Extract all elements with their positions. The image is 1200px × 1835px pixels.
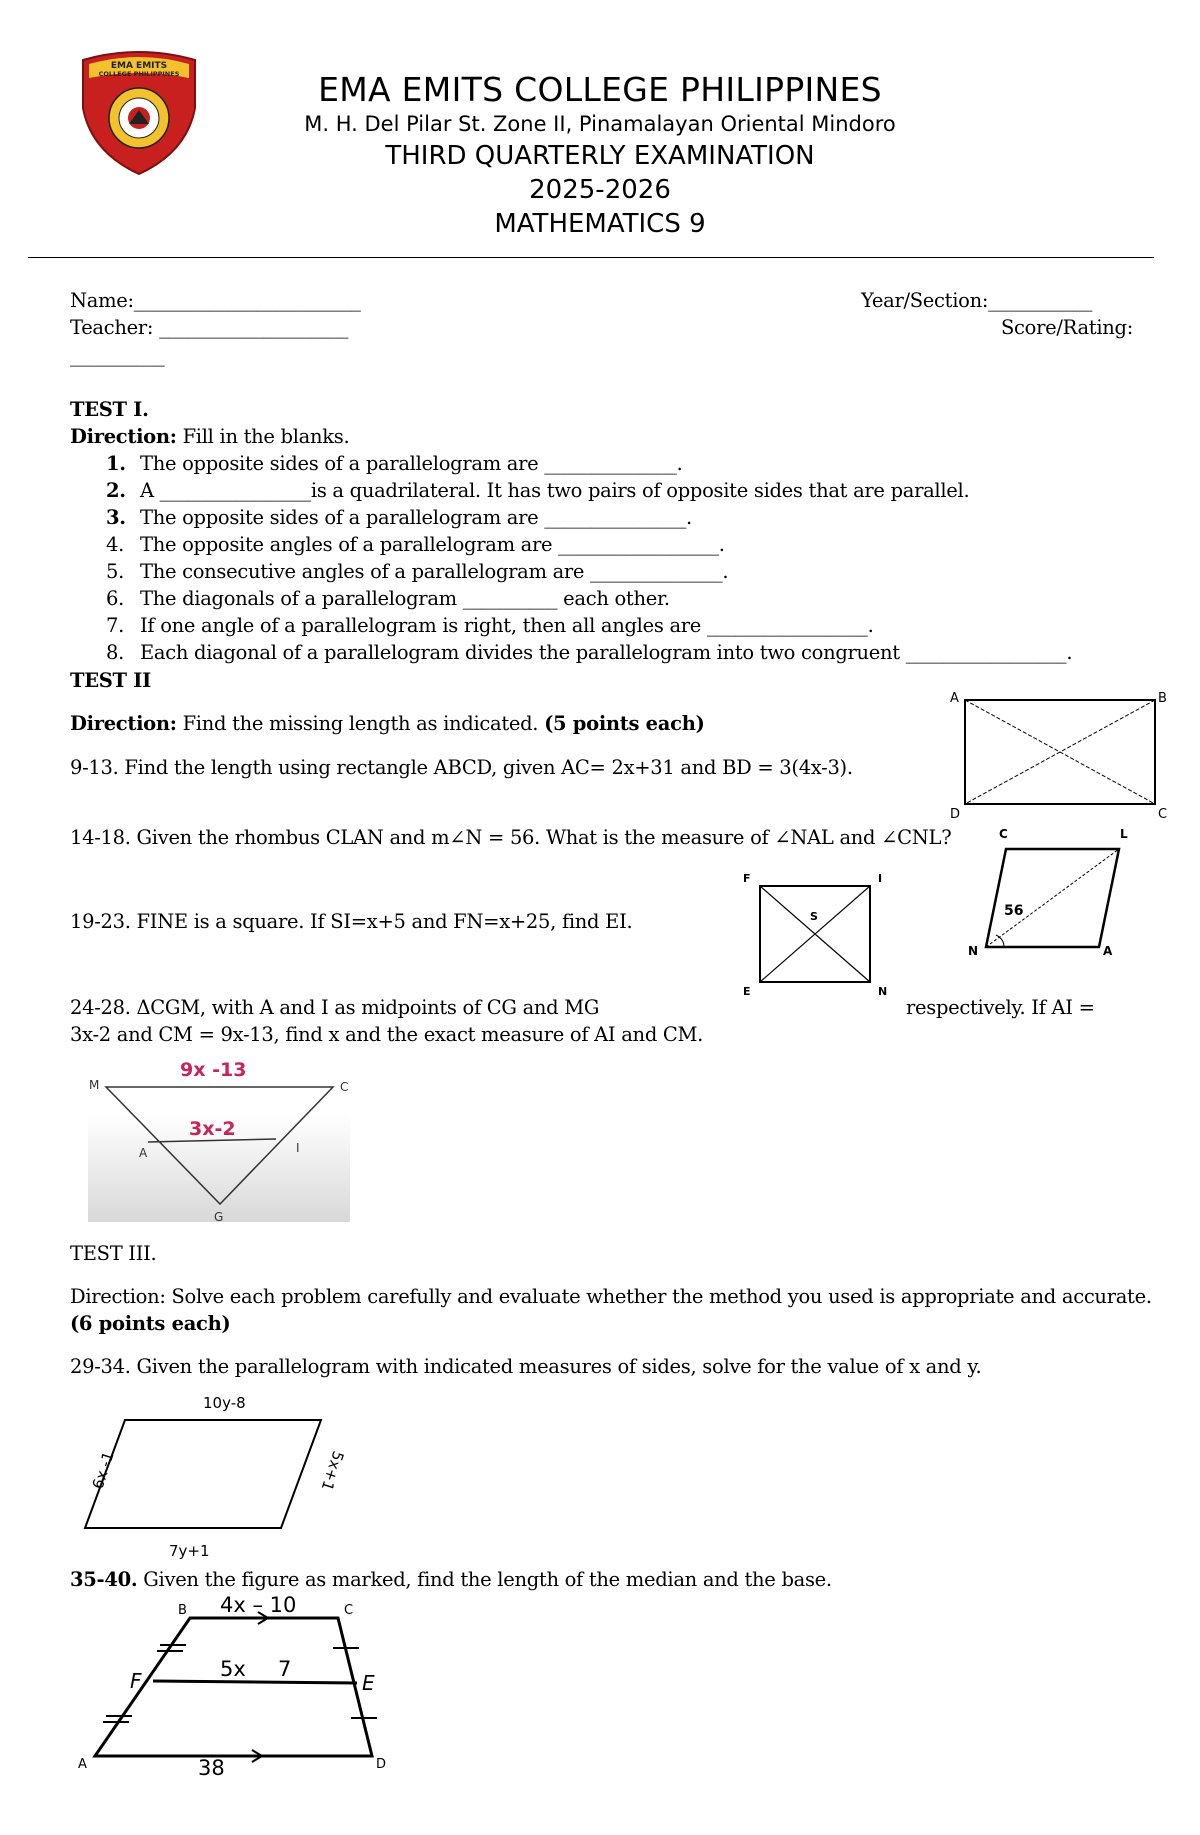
test2-direction-label: Direction: — [70, 712, 177, 735]
test2-question: 19-23. FINE is a square. If SI=x+5 and FN=x+25, find EI. — [70, 910, 633, 933]
rhombus-label-l: L — [1120, 827, 1128, 841]
rect-label-c: C — [1158, 807, 1168, 822]
test2-direction-text: Find the missing length as indicated. — [176, 712, 545, 735]
square-label-i: I — [878, 872, 883, 885]
test3-question: 29-34. Given the parallelogram with indicated measures of sides, solve for the value of x and y. — [70, 1355, 982, 1378]
test1-item: 6. The diagonals of a parallelogram __________ each other. — [106, 587, 670, 610]
test3-points: (6 points each) — [70, 1312, 231, 1335]
test1-direction-label: Direction: — [70, 425, 177, 448]
test2-question: 9-13. Find the length using rectangle ABCD, given AC= 2x+31 and BD = 3(4x-3). — [70, 756, 853, 779]
test1-item: 3. The opposite sides of a parallelogram are _______________. — [106, 506, 692, 529]
score-field[interactable]: __________ — [70, 344, 165, 367]
parallelogram-figure — [75, 1388, 365, 1568]
trapezoid-figure — [70, 1590, 400, 1780]
teacher-field[interactable]: Teacher: ____________________ — [70, 316, 349, 339]
school-year: 2025-2026 — [529, 175, 671, 205]
test1-item: 7. If one angle of a parallelogram is right, then all angles are _________________. — [106, 614, 874, 637]
triangle-label-g: G — [214, 1210, 224, 1222]
school-address: M. H. Del Pilar St. Zone II, Pinamalayan Oriental Mindoro — [304, 112, 896, 136]
triangle-mid-label: 3x-2 — [189, 1118, 236, 1140]
rectangle-figure — [940, 688, 1175, 823]
logo-text-sub: COLLEGE PHILIPPINES — [98, 70, 180, 78]
trapezoid-mid-label-a: 5x — [220, 1657, 246, 1681]
test3-direction: Direction: Solve each problem carefully and evaluate whether the method you used is appropriate and accurate. — [70, 1285, 1152, 1308]
rect-label-a: A — [950, 691, 959, 706]
test1-item: 2. A ________________is a quadrilateral. It has two pairs of opposite sides that are parallel. — [106, 479, 970, 502]
test1-title: TEST I. — [70, 398, 149, 421]
trapezoid-top-label: 4x – 10 — [220, 1593, 297, 1617]
test3-q2-number: 35-40. — [70, 1568, 138, 1591]
trapezoid-bottom-label: 38 — [198, 1756, 225, 1780]
test3-title: TEST III. — [70, 1242, 157, 1265]
trapezoid-label-f: F — [130, 1669, 142, 1693]
name-field[interactable]: Name:________________________ — [70, 289, 361, 312]
triangle-label-a: A — [139, 1146, 148, 1160]
year-section-field[interactable]: Year/Section:___________ — [861, 289, 1093, 312]
test2-question: 14-18. Given the rhombus CLAN and m∠N = 56. What is the measure of ∠NAL and ∠CNL? — [70, 826, 952, 849]
parallelogram-left-label: 6x -1 — [88, 1449, 118, 1492]
parallelogram-top-label: 10y-8 — [203, 1394, 246, 1412]
test3-question — [70, 1568, 832, 1591]
school-name: EMA EMITS COLLEGE PHILIPPINES — [318, 70, 882, 109]
rect-label-b: B — [1158, 691, 1167, 706]
square-figure — [740, 868, 890, 998]
test2-question: respectively. If AI = — [906, 996, 1095, 1019]
test2-question: 24-28. ΔCGM, with A and I as midpoints of CG and MG — [70, 996, 600, 1019]
triangle-figure — [88, 1053, 350, 1222]
test1-direction-text: Fill in the blanks. — [176, 425, 350, 448]
triangle-label-m: M — [89, 1078, 100, 1092]
rhombus-label-c: C — [999, 827, 1008, 841]
rect-label-d: D — [950, 807, 961, 822]
exam-title: THIRD QUARTERLY EXAMINATION — [385, 141, 815, 171]
rhombus-label-n: N — [968, 944, 979, 958]
rhombus-figure — [960, 825, 1135, 960]
test2-points: (5 points each) — [544, 712, 705, 735]
test1-item: 4. The opposite angles of a parallelogram are _________________. — [106, 533, 725, 556]
parallelogram-bottom-label: 7y+1 — [169, 1542, 210, 1560]
parallelogram-right-label: 5x+1 — [317, 1448, 348, 1493]
header-divider — [28, 257, 1154, 258]
subject-title: MATHEMATICS 9 — [494, 209, 706, 239]
rhombus-angle-label: 56 — [1004, 903, 1024, 919]
rhombus-label-a: A — [1103, 944, 1113, 958]
score-label: Score/Rating: — [1001, 316, 1133, 339]
trapezoid-label-e: E — [362, 1671, 375, 1695]
trapezoid-label-b: B — [178, 1603, 187, 1618]
test1-item: 5. The consecutive angles of a parallelogram are ______________. — [106, 560, 729, 583]
logo-text-top: EMA EMITS — [110, 61, 168, 71]
triangle-top-label: 9x -13 — [180, 1059, 247, 1081]
trapezoid-label-c: C — [344, 1603, 354, 1618]
test2-direction — [70, 712, 705, 735]
test2-title: TEST II — [70, 669, 151, 692]
trapezoid-label-a: A — [78, 1757, 87, 1772]
trapezoid-mid-label-b: 7 — [278, 1657, 292, 1681]
trapezoid-label-d: D — [376, 1757, 387, 1772]
square-label-f: F — [743, 872, 751, 885]
test3-q2-text: Given the figure as marked, find the length of the median and the base. — [137, 1568, 832, 1591]
test1-item: 1. The opposite sides of a parallelogram are ______________. — [106, 452, 683, 475]
square-label-e: E — [743, 985, 751, 998]
triangle-label-c: C — [340, 1080, 349, 1094]
square-label-s: S — [810, 910, 818, 923]
triangle-label-i: I — [296, 1141, 300, 1155]
test1-direction — [70, 425, 349, 448]
test1-item: 8. Each diagonal of a parallelogram divides the parallelogram into two congruent _________________. — [106, 641, 1073, 664]
square-label-n: N — [878, 985, 888, 998]
test2-question: 3x-2 and CM = 9x-13, find x and the exact measure of AI and CM. — [70, 1023, 704, 1046]
